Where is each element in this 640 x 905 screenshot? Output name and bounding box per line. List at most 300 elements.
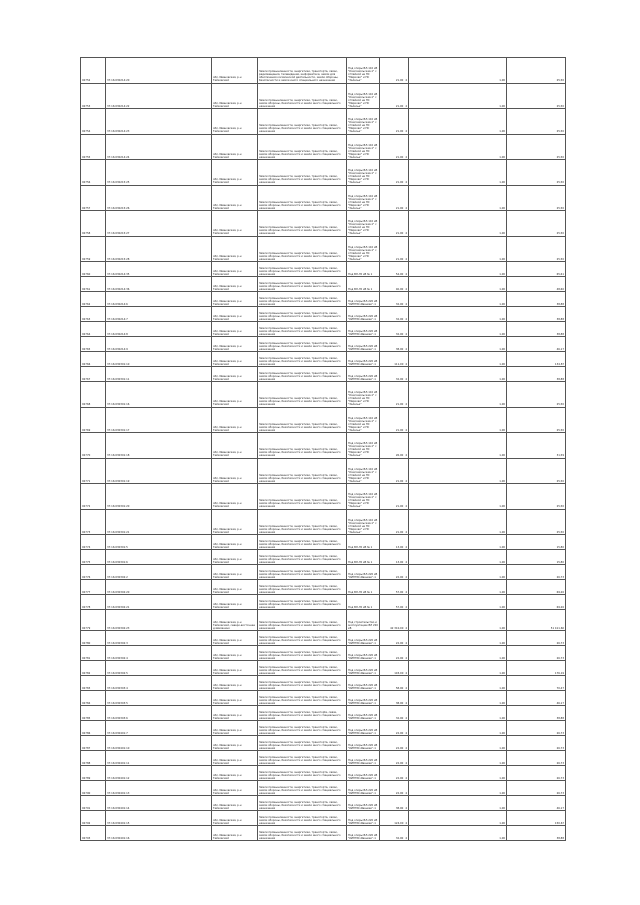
permitted-use-cell: Под опоры ВЛ-110 кВ "Комсомольская-1" с отпайкой на ПС "Марково" и ПС "Залесье" — [348, 442, 378, 458]
address-cell: обл. Ивановская, р-н Тейковский — [213, 698, 242, 705]
permitted-use-cell: Под ВЛ-35 кВ № 1 — [348, 605, 373, 609]
rate-cell: 4 — [405, 479, 407, 483]
rate-cell: 4 — [405, 605, 407, 609]
table-row — [81, 550, 566, 565]
address-cell: обл. Ивановская, р-н Тейковский — [213, 818, 242, 825]
permitted-use-cell: Под опоры ВЛ-110 кВ "Комсомольская-1" с отпайкой на ПС "Марково" и ПС "Залесье" — [348, 67, 378, 83]
amount-cell: 25,50 — [556, 206, 564, 210]
row-number-cell: 92789 — [82, 776, 91, 780]
coefficient-cell: 1,00 — [499, 806, 505, 810]
area-cell: 38,00 — [395, 806, 404, 810]
coefficient-cell: 1,00 — [499, 454, 505, 458]
row-number-cell: 92785 — [82, 716, 91, 720]
area-cell: 22,00 — [395, 746, 404, 750]
land-category-cell: Земли промышленности, энергетики, транспорта, связи, земли обороны, безопасности и земли иного специального назначения — [259, 149, 341, 159]
cadastral-number-cell: 37:16:030302:20 — [107, 590, 130, 594]
coefficient-cell: 1,00 — [499, 791, 505, 795]
coefficient-cell: 1,00 — [499, 530, 505, 534]
rate-cell: 4 — [405, 776, 407, 780]
table-row — [81, 691, 566, 706]
amount-cell: 51 411,60 — [550, 626, 564, 630]
rate-cell: 4 — [405, 701, 407, 705]
cadastral-number-cell: 37:16:030301:21 — [107, 530, 130, 534]
rate-cell: 4 — [405, 821, 407, 825]
row-number-cell: 92782 — [82, 671, 91, 675]
cadastral-number-cell: 37:16:030401:13 — [107, 791, 130, 795]
table-row — [81, 535, 566, 550]
amount-cell: 25,50 — [556, 155, 564, 159]
row-number-cell: 92777 — [82, 590, 91, 594]
address-cell: обл. Ивановская, р-н Тейковский — [213, 502, 242, 509]
amount-cell: 25,50 — [556, 79, 564, 83]
rate-cell: 4 — [405, 641, 407, 645]
land-category-cell: Земли промышленности, энергетики, транспорта, связи, земли обороны, безопасности и земли иного специального назначения — [259, 175, 341, 185]
amount-cell: 25,50 — [556, 479, 564, 483]
address-cell: обл. Ивановская, р-н Тейковский — [213, 269, 242, 276]
land-category-cell: Земли промышленности, энергетики, транспорта, связи, земли обороны, безопасности и земли иного специального назначения — [259, 397, 341, 407]
land-category-cell: Земли промышленности, энергетики, транспорта, связи, земли обороны, безопасности и земли иного специального назначения — [259, 473, 341, 483]
table-row — [81, 610, 566, 631]
rate-cell: 4 — [405, 206, 407, 210]
permitted-use-cell: Под опоры ВЛ-220 кВ "КИГРЭС-Иваново"-1 — [348, 683, 378, 690]
table-row — [81, 337, 566, 352]
row-number-cell: 92771 — [82, 479, 91, 483]
row-number-cell: 92759 — [82, 257, 91, 261]
rate-cell: 4 — [405, 155, 407, 159]
address-cell: обл. Ивановская, р-н Тейковский — [213, 527, 242, 534]
row-number-cell: 92769 — [82, 428, 91, 432]
land-category-cell: Земли промышленности, энергетики, транспорта, связи, земли обороны, безопасности и земли иного специального назначения — [259, 226, 341, 236]
area-cell: 21,00 — [395, 232, 404, 236]
rate-cell: 4 — [405, 347, 407, 351]
area-cell: 22,00 — [395, 656, 404, 660]
land-category-cell: Земли промышленности, энергетики, транспорта, связи, земли обороны, безопасности и земли иного специального назначения — [259, 755, 341, 765]
amount-cell: 25,50 — [556, 530, 564, 534]
coefficient-cell: 1,00 — [499, 479, 505, 483]
row-number-cell: 92770 — [82, 454, 91, 458]
cadastral-number-cell: 37:16:030214:7 — [107, 317, 128, 321]
amount-cell: 25,50 — [556, 428, 564, 432]
cadastral-number-cell: 37:16:030302:23 — [107, 626, 130, 630]
address-cell: обл. Ивановская, р-н Тейковский — [213, 203, 242, 210]
row-number-cell: 92776 — [82, 575, 91, 579]
coefficient-cell: 1,00 — [499, 428, 505, 432]
table-row — [81, 382, 566, 408]
coefficient-cell: 1,00 — [499, 130, 505, 134]
address-cell: обл. Ивановская, р-н Тейковский — [213, 542, 242, 549]
table-row — [81, 811, 566, 826]
table-row — [81, 236, 566, 262]
area-cell: 57,00 — [395, 605, 404, 609]
table-row — [81, 185, 566, 211]
area-cell: 13,00 — [395, 545, 404, 549]
land-category-cell: Земли промышленности, энергетики, транспорта, связи, земли обороны, безопасности и земли иного специального назначения — [259, 584, 341, 594]
address-cell: обл. Ивановская, р-н Тейковский — [213, 329, 242, 336]
land-category-cell: Земли промышленности, энергетики, транспорта, связи, земли обороны, безопасности и земли иного специального назначения — [259, 341, 341, 351]
rate-cell: 4 — [405, 257, 407, 261]
row-number-cell: 92788 — [82, 761, 91, 765]
rate-cell: 4 — [405, 104, 407, 108]
amount-cell: 25,50 — [556, 257, 564, 261]
cadastral-number-cell: 37:16:030214:36 — [107, 287, 130, 291]
permitted-use-cell: Под опоры ВЛ-110 кВ "Комсомольская-1" с отпайкой на ПС "Марково" и ПС "Залесье" — [348, 118, 378, 134]
row-number-cell: 92768 — [82, 403, 91, 407]
land-category-cell: Земли промышленности, энергетики, транспорта, связи, земли обороны, безопасности и земли иного специального назначения — [259, 524, 341, 534]
land-category-cell: Земли промышленности, энергетики, транспорта, связи, земли обороны, безопасности и земли иного специального назначения — [259, 785, 341, 795]
permitted-use-cell: Под опоры ВЛ-110 кВ "Комсомольская-1" с отпайкой на ПС "Марково" и ПС "Залесье" — [348, 391, 378, 407]
table-row — [81, 826, 566, 841]
address-cell: обл. Ивановская, р-н Тейковский — [213, 229, 242, 236]
permitted-use-cell: Под строительство и эксплуатацию ВЛ 220 кВ — [348, 620, 378, 630]
permitted-use-cell: Под опоры ВЛ-220 кВ "КИГРЭС-Иваново"-1 — [348, 344, 378, 351]
coefficient-cell: 1,00 — [499, 362, 505, 366]
area-cell: 145,00 — [394, 671, 404, 675]
address-cell: обл. Ивановская, р-н Тейковский — [213, 374, 242, 381]
table-row — [81, 307, 566, 322]
row-number-cell: 92790 — [82, 791, 91, 795]
land-category-cell: Земли промышленности, энергетики, транспорта, связи, земли обороны, безопасности и земли иного специального назначения — [259, 499, 341, 509]
land-category-cell: Земли промышленности, энергетики, транспорта, связи, земли обороны, безопасности и земли иного специального назначения — [259, 311, 341, 321]
amount-cell: 69,26 — [556, 605, 564, 609]
coefficient-cell: 1,00 — [499, 605, 505, 609]
area-cell: 21,00 — [395, 130, 404, 134]
permitted-use-cell: Под ВЛ-35 кВ № 1 — [348, 545, 373, 549]
land-category-cell: Земли промышленности, энергетики, транспорта, связи, земли обороны, безопасности и земли иного специального назначения — [259, 554, 341, 564]
table-row — [81, 352, 566, 367]
land-category-cell: Земли промышленности, энергетики, транспорта, связи, земли обороны, безопасности и земли иного специального назначения — [259, 371, 341, 381]
land-category-cell: Земли промышленности, энергетики, транспорта, связи, земли обороны, безопасности и земли иного специального назначения — [259, 326, 341, 336]
cadastral-number-cell: 37:16:030302:4 — [107, 656, 128, 660]
permitted-use-cell: Под ВЛ-35 кВ № 1 — [348, 287, 373, 291]
row-number-cell: 92774 — [82, 545, 91, 549]
permitted-use-cell: Под опоры ВЛ-220 кВ "КИГРЭС-Иваново"-1 — [348, 758, 378, 765]
row-number-cell: 92779 — [82, 626, 91, 630]
table-body — [81, 58, 566, 841]
rate-cell: 4 — [405, 302, 407, 306]
coefficient-cell: 1,00 — [499, 332, 505, 336]
permitted-use-cell: Под опоры ВЛ-220 кВ "КИГРЭС-Иваново"-1 — [348, 803, 378, 810]
land-category-cell: Земли промышленности, энергетики, транспорта, связи, земли обороны, безопасности и земли иного специального назначения — [259, 448, 341, 458]
area-cell: 22,00 — [395, 641, 404, 645]
amount-cell: 26,73 — [556, 641, 564, 645]
table-row — [81, 292, 566, 307]
row-number-cell: 92767 — [82, 377, 91, 381]
area-cell: 21,00 — [395, 257, 404, 261]
area-cell: 32,00 — [395, 836, 404, 840]
address-cell: обл. Ивановская, р-н Тейковский — [213, 638, 242, 645]
permitted-use-cell: Под опоры ВЛ-220 кВ "КИГРЭС-Иваново"-1 — [348, 818, 378, 825]
table-row — [81, 631, 566, 646]
land-category-cell: Земли промышленности, энергетики, транспорта, связи, земли обороны, безопасности и земли иного специального назначения — [259, 770, 341, 780]
area-cell: 42 310,00 — [390, 626, 404, 630]
table-row — [81, 661, 566, 676]
cadastral-number-cell: 37:16:030215:25 — [107, 181, 130, 185]
amount-cell: 26,73 — [556, 791, 564, 795]
cadastral-number-cell: 37:16:030301:10 — [107, 362, 130, 366]
table-row — [81, 262, 566, 277]
amount-cell: 65,61 — [556, 272, 564, 276]
rate-cell: 4 — [405, 731, 407, 735]
area-cell: 22,00 — [395, 761, 404, 765]
address-cell: обл. Ивановская, р-н Тейковский — [213, 476, 242, 483]
area-cell: 21,00 — [395, 505, 404, 509]
area-cell: 21,00 — [395, 104, 404, 108]
address-cell: обл. Ивановская, р-н Тейковский — [213, 668, 242, 675]
address-cell: обл. Ивановская, р-н Тейковский — [213, 572, 242, 579]
row-number-cell: 92752 — [82, 79, 91, 83]
coefficient-cell: 1,00 — [499, 560, 505, 564]
cadastral-number-cell: 37:16:030303:4 — [107, 686, 128, 690]
row-number-cell: 92783 — [82, 686, 91, 690]
table-row — [81, 565, 566, 580]
cadastral-number-cell: 37:16:030401:7 — [107, 731, 128, 735]
rate-cell: 4 — [405, 362, 407, 366]
permitted-use-cell: Под опоры ВЛ-110 кВ "Комсомольская-1" с отпайкой на ПС "Марково" и ПС "Залесье" — [348, 143, 378, 159]
table-row — [81, 160, 566, 186]
cadastral-number-cell: 37:16:030301:6 — [107, 560, 128, 564]
land-category-cell: Земли промышленности, энергетики, транспорта, связи, земли обороны, безопасности и земли иного специального назначения — [259, 800, 341, 810]
permitted-use-cell: Под опоры ВЛ-110 кВ "Комсомольская-1" с отпайкой на ПС "Марково" и ПС "Залесье" — [348, 416, 378, 432]
row-number-cell: 92784 — [82, 701, 91, 705]
coefficient-cell: 1,00 — [499, 671, 505, 675]
table-row — [81, 509, 566, 535]
address-cell: обл. Ивановская, р-н Тейковский — [213, 76, 242, 83]
row-number-cell: 92754 — [82, 130, 91, 134]
coefficient-cell: 1,00 — [499, 626, 505, 630]
table-row — [81, 367, 566, 382]
land-category-cell: Земли промышленности, энергетики, транспорта, связи, земли обороны, безопасности и земли иного специального назначения — [259, 98, 341, 108]
land-category-cell: Земли промышленности, энергетики, транспорта, связи, земли обороны, безопасности и земли иного специального назначения — [259, 830, 341, 840]
coefficient-cell: 1,00 — [499, 287, 505, 291]
amount-cell: 26,73 — [556, 575, 564, 579]
area-cell: 124,00 — [394, 821, 404, 825]
land-category-cell: Земли промышленности, энергетики, транспорта, связи, земли обороны, безопасности и земли иного специального назначения — [259, 200, 341, 210]
rate-cell: 4 — [405, 403, 407, 407]
amount-cell: 25,50 — [556, 181, 564, 185]
cadastral-number-cell: 37:16:030301:19 — [107, 479, 130, 483]
permitted-use-cell: Под опоры ВЛ-220 кВ "КИГРЭС-Иваново"-1 — [348, 743, 378, 750]
rate-cell: 4 — [405, 181, 407, 185]
permitted-use-cell: Под опоры ВЛ-110 кВ "Комсомольская-1" с отпайкой на ПС "Марково" и ПС "Залесье" — [348, 194, 378, 210]
permitted-use-cell: Под опоры ВЛ-220 кВ "КИГРЭС-Иваново"-1 — [348, 698, 378, 705]
rate-cell: 4 — [405, 656, 407, 660]
coefficient-cell: 1,00 — [499, 761, 505, 765]
cadastral-number-cell: 37:16:030302:21 — [107, 605, 130, 609]
table-row — [81, 796, 566, 811]
land-category-cell: Земли промышленности, энергетики, транспорта, связи, земли обороны, безопасности и земли иного специального назначения — [259, 266, 341, 276]
area-cell: 21,00 — [395, 479, 404, 483]
cadastral-number-cell: 37:16:030214:22 — [107, 104, 130, 108]
rate-cell: 4 — [405, 836, 407, 840]
table-row — [81, 277, 566, 292]
rate-cell: 4 — [405, 454, 407, 458]
permitted-use-cell: Под опоры ВЛ-110 кВ "Комсомольская-1" с отпайкой на ПС "Марково" и ПС "Залесье" — [348, 169, 378, 185]
permitted-use-cell: Под опоры ВЛ-110 кВ "Комсомольская-1" с отпайкой на ПС "Марково" и ПС "Залесье" — [348, 467, 378, 483]
amount-cell: 38,88 — [556, 302, 564, 306]
amount-cell: 134,87 — [554, 362, 564, 366]
row-number-cell: 92758 — [82, 232, 91, 236]
land-category-cell: Земли промышленности, энергетики, транспорта, связи, земли обороны, безопасности и земли иного специального назначения — [259, 680, 341, 690]
permitted-use-cell: Под опоры ВЛ-220 кВ "КИГРЭС-Иваново"-1 — [348, 314, 378, 321]
row-number-cell: 92765 — [82, 347, 91, 351]
address-cell: обл. Ивановская, р-н Тейковский — [213, 359, 242, 366]
cadastral-number-cell: 37:16:030303:6 — [107, 716, 128, 720]
cadastral-number-cell: 37:16:030401:16 — [107, 836, 130, 840]
address-cell: обл. Ивановская, р-н Тейковский — [213, 299, 242, 306]
land-category-cell: Земли промышленности, энергетики, транспорта, связи, земли обороны, безопасности и земли иного специального назначения — [259, 422, 341, 432]
area-cell: 32,00 — [395, 377, 404, 381]
address-cell: обл. Ивановская, р-н Тейковский — [213, 728, 242, 735]
permitted-use-cell: Под опоры ВЛ-220 кВ "КИГРЭС-Иваново"-1 — [348, 728, 378, 735]
coefficient-cell: 1,00 — [499, 232, 505, 236]
amount-cell: 38,88 — [556, 332, 564, 336]
cadastral-number-cell: 37:16:030214:8 — [107, 332, 128, 336]
permitted-use-cell: Под опоры ВЛ-220 кВ "КИГРЭС-Иваново"-1 — [348, 638, 378, 645]
row-number-cell: 92773 — [82, 530, 91, 534]
coefficient-cell: 1,00 — [499, 155, 505, 159]
permitted-use-cell: Под опоры ВЛ-110 кВ "Комсомольская-1" с отпайкой на ПС "Марково" и ПС "Залесье" — [348, 220, 378, 236]
table-row — [81, 766, 566, 781]
permitted-use-cell: Под опоры ВЛ-110 кВ "Комсомольская-1" с отпайкой на ПС "Марково" и ПС "Залесье" — [348, 493, 378, 509]
area-cell: 38,00 — [395, 701, 404, 705]
rate-cell: 4 — [405, 79, 407, 83]
cadastral-number-cell: 37:16:030215:26 — [107, 206, 130, 210]
coefficient-cell: 1,00 — [499, 575, 505, 579]
land-category-cell: Земли промышленности, энергетики, транспорта, связи, земли обороны, безопасности и земли иного специального назначения — [259, 296, 341, 306]
area-cell: 21,00 — [395, 530, 404, 534]
permitted-use-cell: Под опоры ВЛ-220 кВ "КИГРЭС-Иваново"-1 — [348, 773, 378, 780]
cadastral-number-cell: 37:16:030401:11 — [107, 761, 130, 765]
coefficient-cell: 1,00 — [499, 257, 505, 261]
amount-cell: 31,59 — [556, 454, 564, 458]
land-category-cell: Земли промышленности, энергетики, транспорта, связи, земли обороны, безопасности и земли иного специального назначения — [259, 356, 341, 366]
table-row — [81, 706, 566, 721]
table-row — [81, 109, 566, 135]
address-cell: обл. Ивановская, р-н Тейковский — [213, 602, 242, 609]
coefficient-cell: 1,00 — [499, 701, 505, 705]
cadastral-number-cell: 37:16:030214:20 — [107, 79, 130, 83]
row-number-cell: 92781 — [82, 656, 91, 660]
address-cell: обл. Ивановская, р-н Тейковский — [213, 713, 242, 720]
table-row — [81, 211, 566, 237]
permitted-use-cell: Под ВЛ-35 кВ № 1 — [348, 560, 373, 564]
land-category-cell: Земли промышленности, энергетики, транспорta, связи, земли обороны, безопасности и земли иного специального назначения — [259, 710, 341, 720]
cadastral-number-cell: 37:16:030401:10 — [107, 746, 130, 750]
table-row — [81, 458, 566, 484]
coefficient-cell: 1,00 — [499, 656, 505, 660]
address-cell: обл. Ивановская, р-н Тейковский — [213, 314, 242, 321]
rate-cell: 4 — [405, 232, 407, 236]
row-number-cell: 92778 — [82, 605, 91, 609]
coefficient-cell: 1,00 — [499, 79, 505, 83]
coefficient-cell: 1,00 — [499, 641, 505, 645]
permitted-use-cell: Под опоры ВЛ-220 кВ "КИГРЭС-Иваново"-1 — [348, 359, 378, 366]
permitted-use-cell: Под опоры ВЛ-110 кВ "Комсомольская-1" с отпайкой на ПС "Марково" и ПС "Залесье" — [348, 518, 378, 534]
address-cell: обл. Ивановская, р-н Тейковский — [213, 284, 242, 291]
row-number-cell: 92764 — [82, 332, 91, 336]
coefficient-cell: 1,00 — [499, 403, 505, 407]
rate-cell: 4 — [405, 575, 407, 579]
permitted-use-cell: Под ВЛ-35 кВ № 1 — [348, 590, 373, 594]
table-row — [81, 751, 566, 766]
land-category-cell: Земли промышленности, энергетики, транспорта, связи, земли обороны, безопасности и земли иного специального назначения — [259, 650, 341, 660]
amount-cell: 26,73 — [556, 731, 564, 735]
area-cell: 57,00 — [395, 590, 404, 594]
land-category-cell: Земли промышленности, энергетики, транспорта, связи, земли обороны, безопасности и земли иного специального назначения — [259, 281, 341, 291]
table-row — [81, 595, 566, 610]
row-number-cell: 92780 — [82, 641, 91, 645]
address-cell: обл. Ивановская, р-н Тейковский — [213, 833, 242, 840]
table-row — [81, 721, 566, 736]
cadastral-number-cell: 37:16:030301:18 — [107, 454, 130, 458]
row-number-cell: 92775 — [82, 560, 91, 564]
coefficient-cell: 1,00 — [499, 104, 505, 108]
row-number-cell: 92787 — [82, 746, 91, 750]
amount-cell: 25,50 — [556, 130, 564, 134]
area-cell: 22,00 — [395, 791, 404, 795]
amount-cell: 15,80 — [556, 560, 564, 564]
row-number-cell: 92756 — [82, 181, 91, 185]
area-cell: 26,00 — [395, 454, 404, 458]
rate-cell: 4 — [405, 560, 407, 564]
address-cell: обл. Ивановская, р-н Тейковский — [213, 178, 242, 185]
cadastral-number-cell: 37:16:030303:5 — [107, 701, 128, 705]
amount-cell: 176,19 — [554, 671, 564, 675]
area-cell: 40,00 — [395, 287, 404, 291]
cadastral-number-cell: 37:16:030214:6 — [107, 302, 128, 306]
area-cell: 21,00 — [395, 79, 404, 83]
land-category-cell: Земли промышленности, энергетики, транспорта, связи, земли обороны, безопасности и земли иного специального назначения — [259, 251, 341, 261]
rate-cell: 4 — [405, 671, 407, 675]
amount-cell: 150,67 — [554, 821, 564, 825]
cadastral-number-cell: 37:16:030215:27 — [107, 232, 130, 236]
rate-cell: 4 — [405, 626, 407, 630]
area-cell: 32,00 — [395, 332, 404, 336]
area-cell: 21,00 — [395, 428, 404, 432]
row-number-cell: 92766 — [82, 362, 91, 366]
cadastral-number-cell: 37:16:030214:23 — [107, 130, 130, 134]
amount-cell: 25,50 — [556, 403, 564, 407]
cadastral-number-cell: 37:16:030301:16 — [107, 403, 130, 407]
land-category-cell: Земли промышленности, энергетики, транспорта, связи, земли обороны, безопасности и земли иного специального назначения — [259, 599, 341, 609]
area-cell: 13,00 — [395, 560, 404, 564]
address-cell: обл. Ивановская, р-н Тейковский — [213, 127, 242, 134]
address-cell: обл. Ивановская, р-н Тейковский — [213, 683, 242, 690]
coefficient-cell: 1,00 — [499, 821, 505, 825]
rate-cell: 4 — [405, 332, 407, 336]
address-cell: обл. Ивановская, р-н Тейковский — [213, 101, 242, 108]
table-row — [81, 676, 566, 691]
coefficient-cell: 1,00 — [499, 836, 505, 840]
area-cell: 58,00 — [395, 686, 404, 690]
address-cell: обл. Ивановская, р-н Тейковский — [213, 451, 242, 458]
permitted-use-cell: Под опоры ВЛ-220 кВ "КИГРЭС-Иваново"-1 — [348, 329, 378, 336]
row-number-cell: 92761 — [82, 287, 91, 291]
rate-cell: 4 — [405, 545, 407, 549]
rate-cell: 4 — [405, 530, 407, 534]
permitted-use-cell: Под опоры ВЛ-220 кВ "КИГРЭС-Иваново"-1 — [348, 374, 378, 381]
area-cell: 32,00 — [395, 716, 404, 720]
permitted-use-cell: Под опоры ВЛ-110 кВ "Комсомольская-1" с отпайкой на ПС "Марково" и ПС "Залесье" — [348, 92, 378, 108]
area-cell: 32,00 — [395, 302, 404, 306]
area-cell: 32,00 — [395, 317, 404, 321]
amount-cell: 26,73 — [556, 761, 564, 765]
permitted-use-cell: Под опоры ВЛ-220 кВ "КИГРЭС-Иваново"-1 — [348, 788, 378, 795]
amount-cell: 46,17 — [556, 701, 564, 705]
land-category-cell: Земли промышленности, энергетики, транспорта, связи, земли обороны, безопасности и земли иного специального назначения — [259, 815, 341, 825]
amount-cell: 69,26 — [556, 590, 564, 594]
cadastral-number-cell: 37:16:030301:17 — [107, 428, 130, 432]
